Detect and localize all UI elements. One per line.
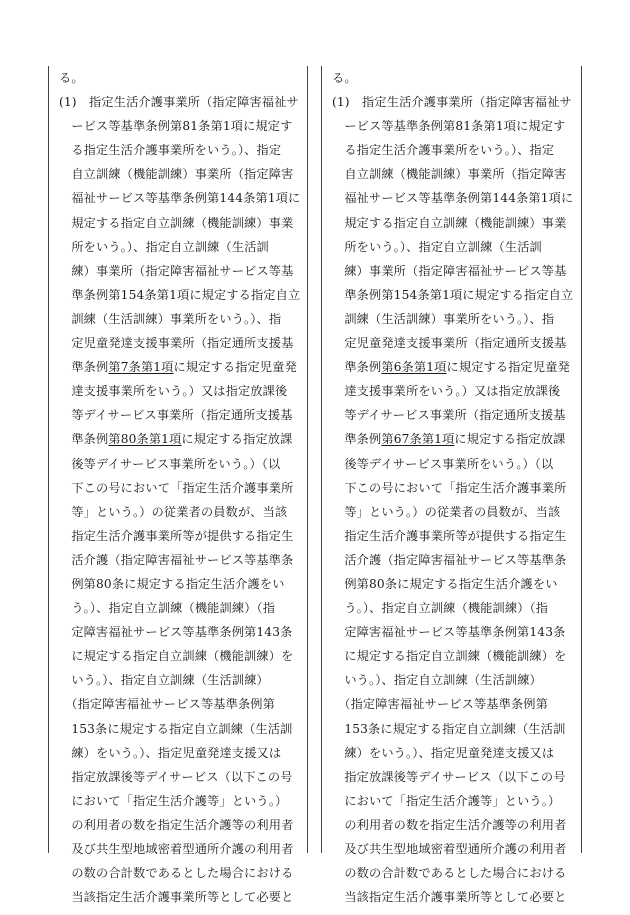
text-segment: に規定する指定放課 (454, 432, 566, 447)
text-segment: (1) 指定生活介護事業所（指定障害福祉サ (332, 95, 572, 110)
text-segment: 等デイサービス事業所（指定通所支援基 (59, 408, 293, 423)
text-segment: 練）事業所（指定障害福祉サービス等基 (332, 263, 567, 278)
text-line (59, 668, 307, 692)
text-line (59, 548, 307, 572)
text-line (332, 452, 581, 476)
text-segment: 練）事業所（指定障害福祉サービス等基 (59, 263, 294, 278)
text-segment: 等デイサービス事業所（指定通所支援基 (332, 408, 566, 423)
text-segment: 及び共生型地域密着型通所介護の利用者 (59, 842, 294, 856)
text-segment: る指定生活介護事業所をいう。）、指定 (59, 143, 282, 158)
text-line (332, 837, 581, 861)
text-segment: (1) 指定生活介護事業所（指定障害福祉サ (59, 95, 299, 110)
text-line (332, 692, 581, 716)
text-line (59, 596, 307, 620)
text-line (59, 90, 307, 114)
text-segment: 指定生活介護事業所等が提供する指定生 (332, 528, 567, 543)
right-text-lines (332, 66, 581, 909)
text-segment: 規定する指定自立訓練（機能訓練）事業 (332, 215, 567, 230)
text-line (332, 813, 581, 837)
text-line (332, 668, 581, 692)
text-segment: 達支援事業所をいう。）又は指定放課後 (59, 384, 288, 399)
text-line (59, 717, 307, 741)
text-segment: に規定する指定自立訓練（機能訓練）を (332, 649, 567, 664)
text-line (332, 427, 581, 451)
text-line (332, 211, 581, 235)
text-segment: 自立訓練（機能訓練）事業所（指定障害 (59, 167, 294, 182)
text-line (59, 741, 307, 765)
underlined-citation: 第67条第1項 (381, 432, 455, 447)
text-line (59, 500, 307, 524)
text-segment: 指定放課後等デイサービス（以下この号 (332, 769, 566, 784)
text-line (59, 186, 307, 210)
text-segment: に規定する指定児童発 (173, 360, 297, 375)
text-line (59, 789, 307, 813)
text-line (59, 572, 307, 596)
text-segment: 当該指定生活介護事業所等として必要と (332, 890, 567, 905)
text-line (332, 765, 581, 789)
text-segment: 下この号において「指定生活介護事業所 (59, 480, 294, 495)
text-line (59, 259, 307, 283)
text-segment: 達支援事業所をいう。）又は指定放課後 (332, 384, 561, 399)
text-segment: 福祉サービス等基準条例第144条第1項に (59, 191, 301, 206)
text-line (332, 789, 581, 813)
text-line (59, 283, 307, 307)
text-line (332, 572, 581, 596)
text-segment: 練）をいう。）、指定児童発達支援又は (332, 745, 555, 760)
text-segment: の利用者の数を指定生活介護等の利用者 (332, 817, 567, 832)
underlined-citation: 第7条第1項 (108, 360, 174, 375)
text-line (332, 403, 581, 427)
right-column-current (321, 66, 582, 905)
text-line (332, 186, 581, 210)
text-segment: ービス等基準条例第81条第1項に規定す (59, 119, 293, 134)
text-segment: （指定障害福祉サービス等基準条例第 (332, 697, 548, 712)
text-segment: 定障害福祉サービス等基準条例第143条 (59, 625, 293, 640)
text-segment: 153条に規定する指定自立訓練（生活訓 (332, 721, 566, 736)
text-segment: 準条例 (59, 432, 109, 447)
text-segment: 等」という。）の従業者の員数が、当該 (59, 504, 288, 519)
text-line (59, 861, 307, 885)
text-segment: 準条例 (332, 432, 382, 447)
text-segment: 下この号において「指定生活介護事業所 (332, 480, 567, 495)
text-line (332, 283, 581, 307)
text-segment: （指定障害福祉サービス等基準条例第 (59, 697, 275, 712)
text-line (59, 620, 307, 644)
text-segment: 準条例 (332, 360, 382, 375)
text-line (332, 259, 581, 283)
text-segment: いう。）、指定自立訓練（生活訓練） (332, 673, 542, 688)
text-line (332, 138, 581, 162)
text-line (59, 66, 307, 90)
text-line (332, 548, 581, 572)
text-segment: 等」という。）の従業者の員数が、当該 (332, 504, 561, 519)
text-segment: 定児童発達支援事業所（指定通所支援基 (332, 336, 567, 351)
text-segment: に規定する指定児童発 (446, 360, 570, 375)
text-line (59, 452, 307, 476)
text-line (332, 717, 581, 741)
text-segment: ービス等基準条例第81条第1項に規定す (332, 119, 566, 134)
text-segment: 例第80条に規定する指定生活介護をい (59, 576, 285, 591)
text-segment: 定児童発達支援事業所（指定通所支援基 (59, 336, 294, 351)
text-line (59, 162, 307, 186)
text-segment: 自立訓練（機能訓練）事業所（指定障害 (332, 167, 567, 182)
text-line (332, 331, 581, 355)
text-line (332, 644, 581, 668)
text-segment: の数の合計数であるとした場合における (332, 866, 567, 881)
text-line (59, 307, 307, 331)
text-segment: 準条例第154条第1項に規定する指定自立 (332, 287, 574, 302)
text-segment: る。 (332, 71, 357, 85)
text-line (332, 861, 581, 885)
text-line (59, 403, 307, 427)
text-line (332, 114, 581, 138)
text-line (332, 90, 581, 114)
text-line (332, 307, 581, 331)
text-segment: の数の合計数であるとした場合における (59, 866, 294, 881)
text-line (59, 379, 307, 403)
text-segment: に規定する指定自立訓練（機能訓練）を (59, 649, 294, 664)
text-line (332, 885, 581, 909)
text-line (332, 379, 581, 403)
text-segment: 後等デイサービス事業所をいう。）（以 (59, 456, 281, 471)
text-segment: 所をいう。）、指定自立訓練（生活訓 (332, 239, 542, 254)
text-segment: の利用者の数を指定生活介護等の利用者 (59, 817, 294, 832)
text-segment: いう。）、指定自立訓練（生活訓練） (59, 673, 269, 688)
underlined-citation: 第6条第1項 (381, 360, 447, 375)
text-segment: 準条例 (59, 360, 109, 375)
text-line (59, 644, 307, 668)
text-line (59, 427, 307, 451)
text-segment: 例第80条に規定する指定生活介護をい (332, 576, 558, 591)
text-segment: 及び共生型地域密着型通所介護の利用者 (332, 842, 567, 856)
text-segment: 活介護（指定障害福祉サービス等基準条 (59, 552, 294, 567)
text-segment: 後等デイサービス事業所をいう。）（以 (332, 456, 554, 471)
text-line (59, 114, 307, 138)
text-segment: 指定放課後等デイサービス（以下この号 (59, 769, 293, 784)
text-line (59, 235, 307, 259)
text-line (59, 211, 307, 235)
text-line (59, 692, 307, 716)
text-segment: る指定生活介護事業所をいう。）、指定 (332, 143, 555, 158)
text-line (59, 524, 307, 548)
text-line (332, 620, 581, 644)
text-segment: において「指定生活介護等」という。） (59, 793, 288, 808)
text-line (59, 138, 307, 162)
text-segment: 所をいう。）、指定自立訓練（生活訓 (59, 239, 269, 254)
text-line (332, 355, 581, 379)
text-segment: 訓練（生活訓練）事業所をいう。）、指 (59, 311, 282, 326)
text-segment: 規定する指定自立訓練（機能訓練）事業 (59, 215, 294, 230)
text-segment: 定障害福祉サービス等基準条例第143条 (332, 625, 566, 640)
text-segment: 活介護（指定障害福祉サービス等基準条 (332, 552, 567, 567)
text-segment: 準条例第154条第1項に規定する指定自立 (59, 287, 301, 302)
text-line (332, 162, 581, 186)
text-segment: に規定する指定放課 (181, 432, 293, 447)
text-segment: 指定生活介護事業所等が提供する指定生 (59, 528, 294, 543)
text-line (332, 741, 581, 765)
text-segment: 練）をいう。）、指定児童発達支援又は (59, 745, 282, 760)
text-segment: う。）、指定自立訓練（機能訓練）（指 (59, 601, 276, 616)
left-text-lines (59, 66, 307, 909)
text-line (59, 355, 307, 379)
text-segment: う。）、指定自立訓練（機能訓練）（指 (332, 601, 549, 616)
text-line (59, 837, 307, 861)
text-segment: 当該指定生活介護事業所等として必要と (59, 890, 294, 905)
text-line (332, 476, 581, 500)
left-column-revised (48, 66, 308, 905)
text-segment: において「指定生活介護等」という。） (332, 793, 561, 808)
underlined-citation: 第80条第1項 (108, 432, 182, 447)
text-line (59, 476, 307, 500)
text-segment: 福祉サービス等基準条例第144条第1項に (332, 191, 574, 206)
text-line (332, 596, 581, 620)
text-line (59, 765, 307, 789)
text-segment: る。 (59, 71, 84, 85)
text-line (332, 235, 581, 259)
text-line (332, 500, 581, 524)
text-line (59, 813, 307, 837)
text-line (59, 331, 307, 355)
text-segment: 153条に規定する指定自立訓練（生活訓 (59, 721, 293, 736)
text-line (332, 66, 581, 90)
text-line (332, 524, 581, 548)
text-line (59, 885, 307, 909)
text-segment: 訓練（生活訓練）事業所をいう。）、指 (332, 311, 555, 326)
